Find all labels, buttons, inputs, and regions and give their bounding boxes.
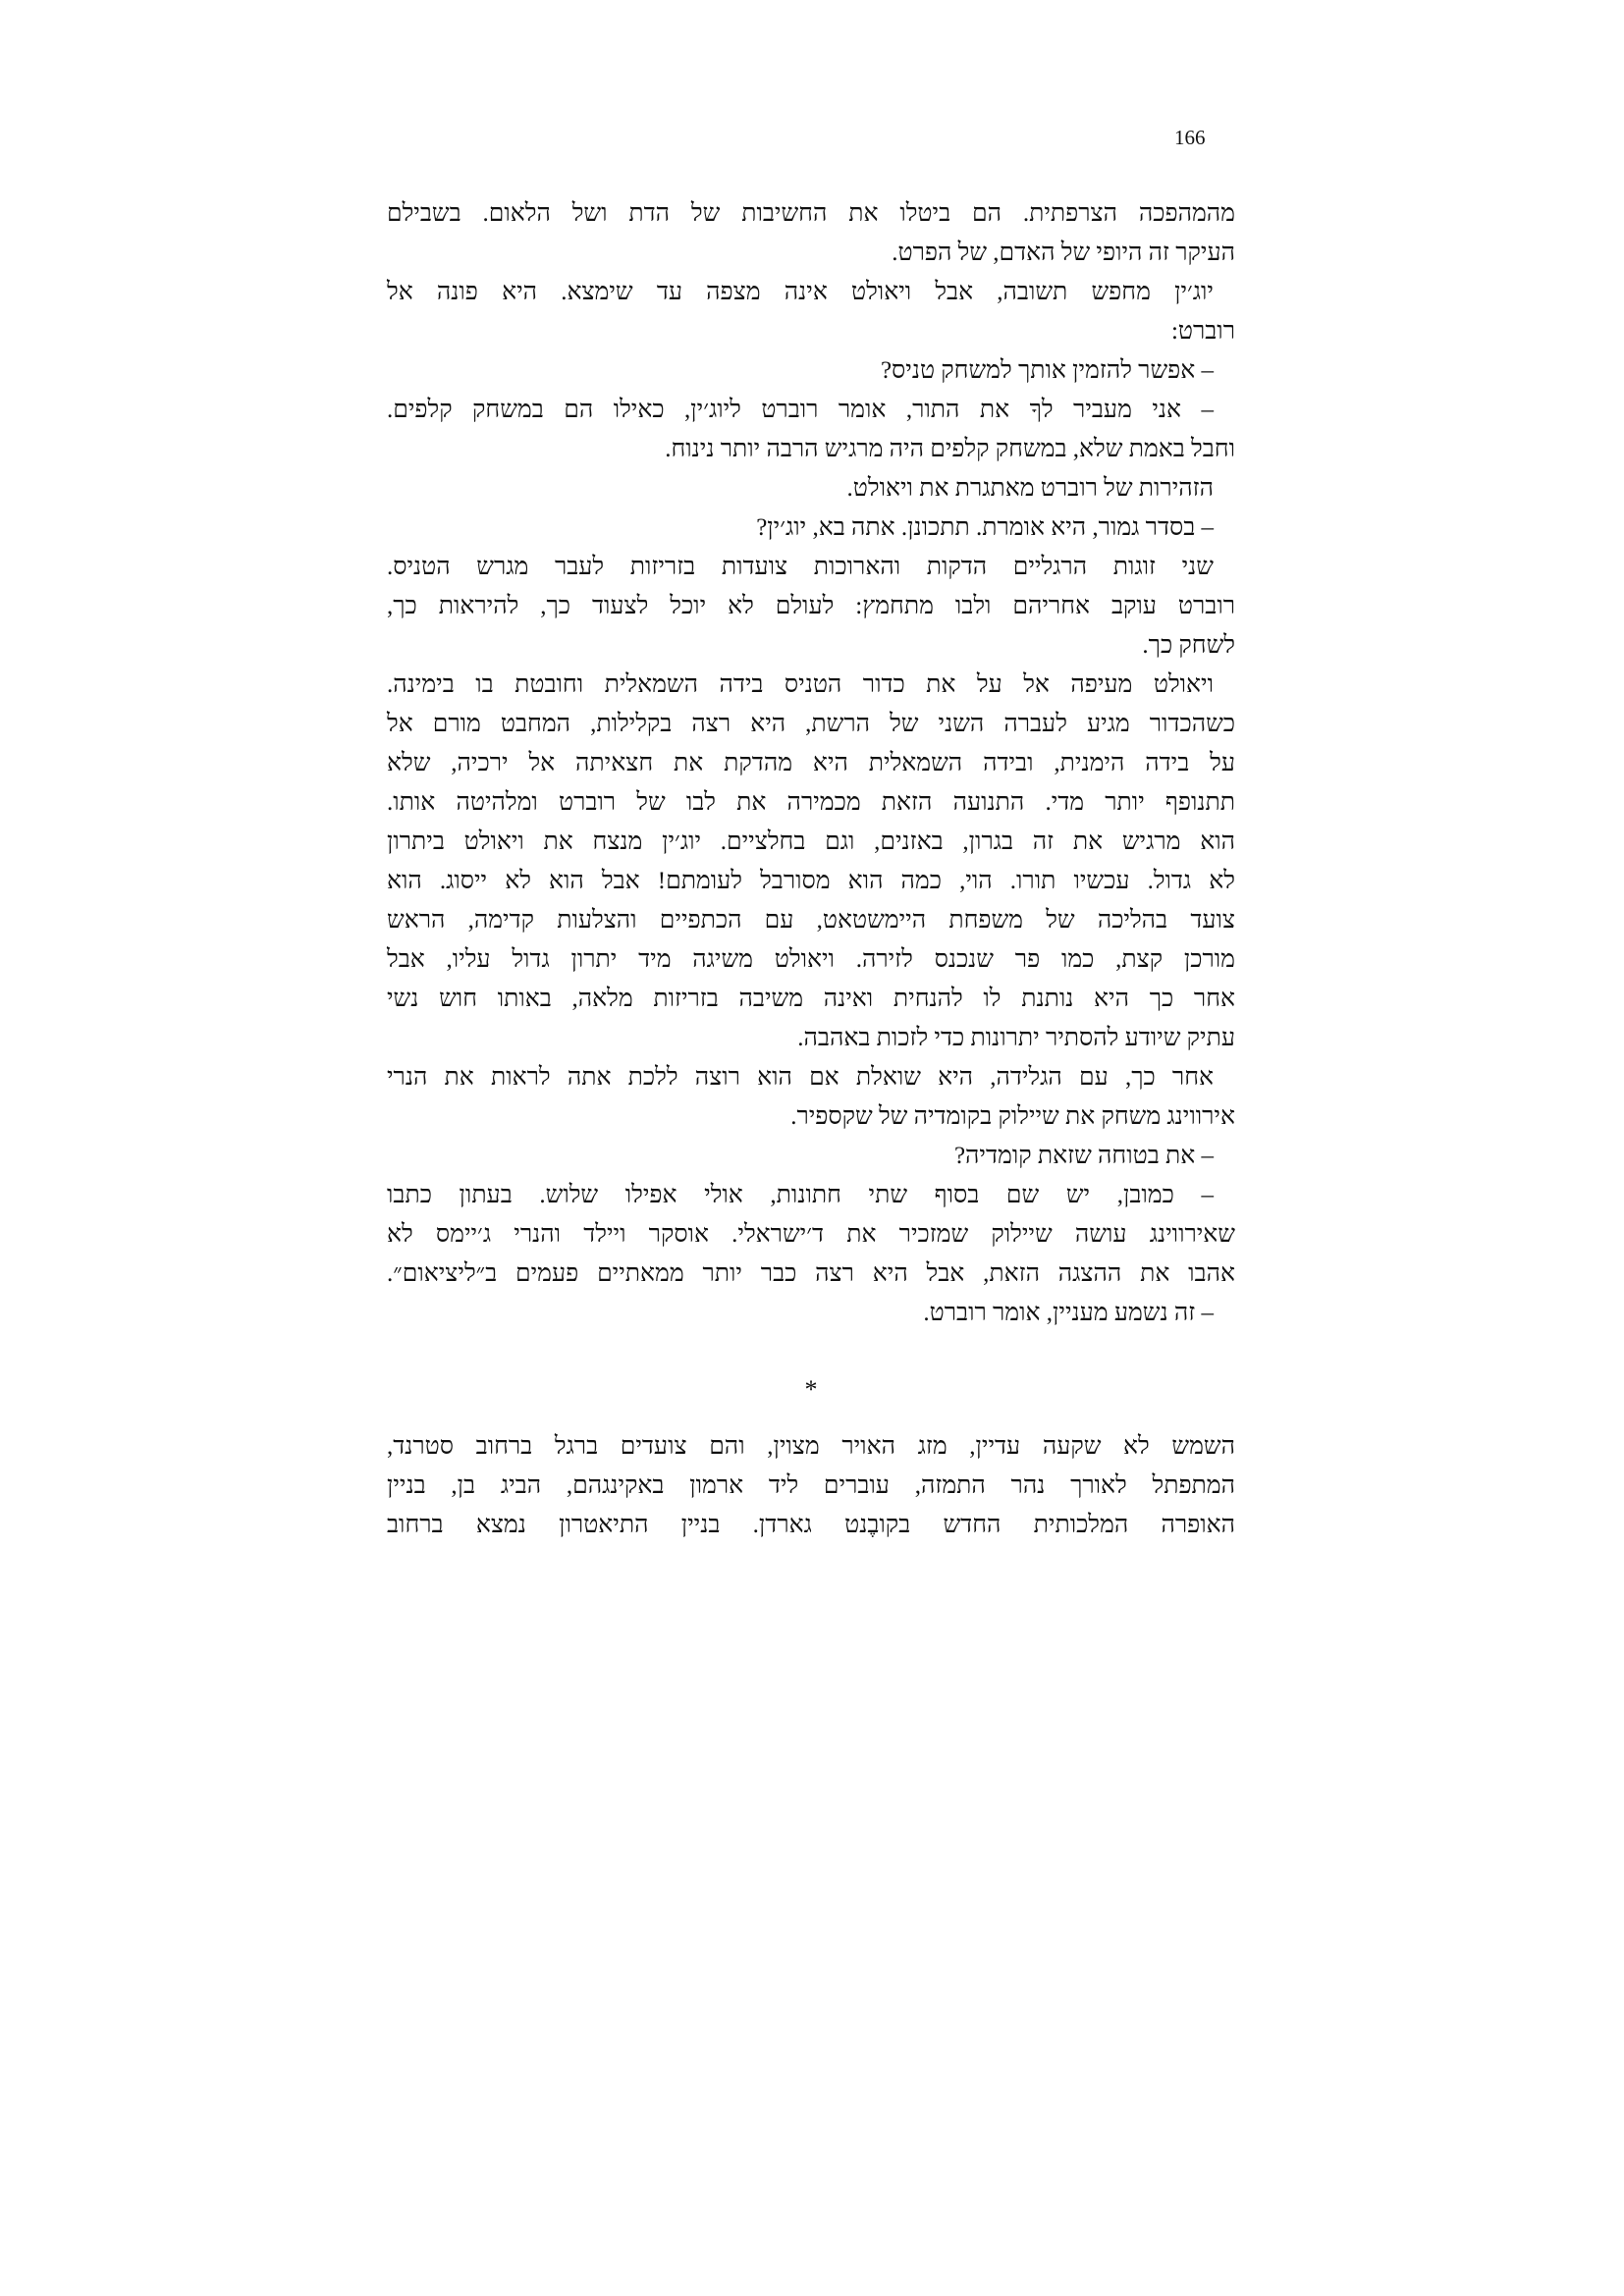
text-line: שאירווינג עושה שיילוק שמזכיר את ד׳ישראלי. אוסקר ויילד והנרי ג׳יימס לא [387, 1221, 1235, 1248]
text-line: רוברט עוקב אחריהם ולבו מתחמץ: לעולם לא יוכל לצעוד כך, להיראות כך, [387, 593, 1235, 619]
text-line: מהמהפכה הצרפתית. הם ביטלו את החשיבות של הדת ושל הלאום. בשבילם [387, 200, 1235, 227]
text-line: וחבל באמת שלא, במשחק קלפים היה מרגיש הרבה יותר נינוח. [665, 436, 1235, 462]
text-line: יוג׳ין מחפש תשובה, אבל ויאולט אינה מצפה עד שימצא. היא פונה אל [387, 279, 1214, 305]
dialogue-line: – את בטוחה שזאת קומדיה? [953, 1143, 1214, 1169]
text-line: אחר כך, עם הגלידה, היא שואלת אם הוא רוצה ללכת אתה לראות את הנרי [387, 1064, 1214, 1091]
text-line: הוא מרגיש את זה בגרון, באזנים, וגם בחלציים. יוג׳ין מנצח את ויאולט ביתרון [387, 828, 1235, 855]
text-line: אחר כך היא נותנת לו להנחית ואינה משיבה בזריזות מלאה, באותו חוש נשי [387, 986, 1235, 1012]
text-line: לשחק כך. [1142, 632, 1235, 659]
text-line: ויאולט מעיפה אל על את כדור הטניס בידה השמאלית וחובטת בו בימינה. [387, 671, 1214, 698]
text-line: מורכן קצת, כמו פר שנכנס לזירה. ויאולט משיגה מיד יתרון גדול עליו, אבל [387, 946, 1235, 973]
text-line: שני זוגות הרגליים הדקות והארוכות צועדות בזריזות לעבר מגרש הטניס. [387, 554, 1214, 580]
text-line: צועד בהליכה של משפחת היימשטאט, עם הכתפיים והצלעות קדימה, הראש [387, 907, 1235, 934]
text-line: העיקר זה היופי של האדם, של הפרט. [892, 240, 1235, 266]
dialogue-line: – אפשר להזמין אותך למשחק טניס? [880, 357, 1214, 384]
text-line: אירווינג משחק את שיילוק בקומדיה של שקספיר. [790, 1103, 1235, 1130]
text-line: עתיק שיודע להסתיר יתרונות כדי לזכות באהבה. [797, 1025, 1235, 1051]
text-line: האופרה המלכותית החדש בקובֶנט גארדן. בניין התיאטרון נמצא ברחוב [387, 1512, 1235, 1538]
dialogue-line: – כמובן, יש שם בסוף שתי חתונות, אולי אפילו שלוש. בעתון כתבו [387, 1182, 1214, 1208]
dialogue-line: – זה נשמע מעניין, אומר רוברט. [923, 1300, 1214, 1326]
section-separator: * [804, 1375, 818, 1404]
text-line: השמש לא שקעה עדיין, מזג האויר מצוין, והם צועדים ברגל ברחוב סטרנד, [387, 1433, 1235, 1460]
text-line: המתפתל לאורך נהר התמזה, עוברים ליד ארמון באקינגהם, הביג בן, בניין [387, 1472, 1235, 1499]
text-line: רוברט: [1170, 318, 1235, 345]
text-line: לא גדול. עכשיו תורו. הוי, כמה הוא מסורבל לעומתם! אבל הוא לא ייסוג. הוא [387, 868, 1235, 894]
dialogue-line: – בסדר גמור, היא אומרת. תתכונן. אתה בא, יוג׳ין? [756, 514, 1214, 541]
text-line: אהבו את ההצגה הזאת, אבל היא רצה כבר יותר ממאתיים פעמים ב״ליציאום״. [387, 1260, 1235, 1287]
text-line: הזהירות של רוברט מאתגרת את ויאולט. [846, 475, 1214, 502]
text-line: כשהכדור מגיע לעברה השני של הרשת, היא רצה בקלילות, המחבט מורם אל [387, 711, 1235, 737]
page-number: 166 [1174, 126, 1206, 149]
body-text [387, 194, 1235, 1545]
dialogue-line: – אני מעביר לךָ את התור, אומר רוברט ליוג׳ין, כאילו הם במשחק קלפים. [387, 397, 1214, 423]
text-line: על בידה הימנית, ובידה השמאלית היא מהדקת את חצאיתה אל ירכיה, שלא [387, 750, 1235, 776]
text-line: תתנופף יותר מדי. התנועה הזאת מכמירה את לבו של רוברט ומלהיטה אותו. [387, 789, 1235, 816]
